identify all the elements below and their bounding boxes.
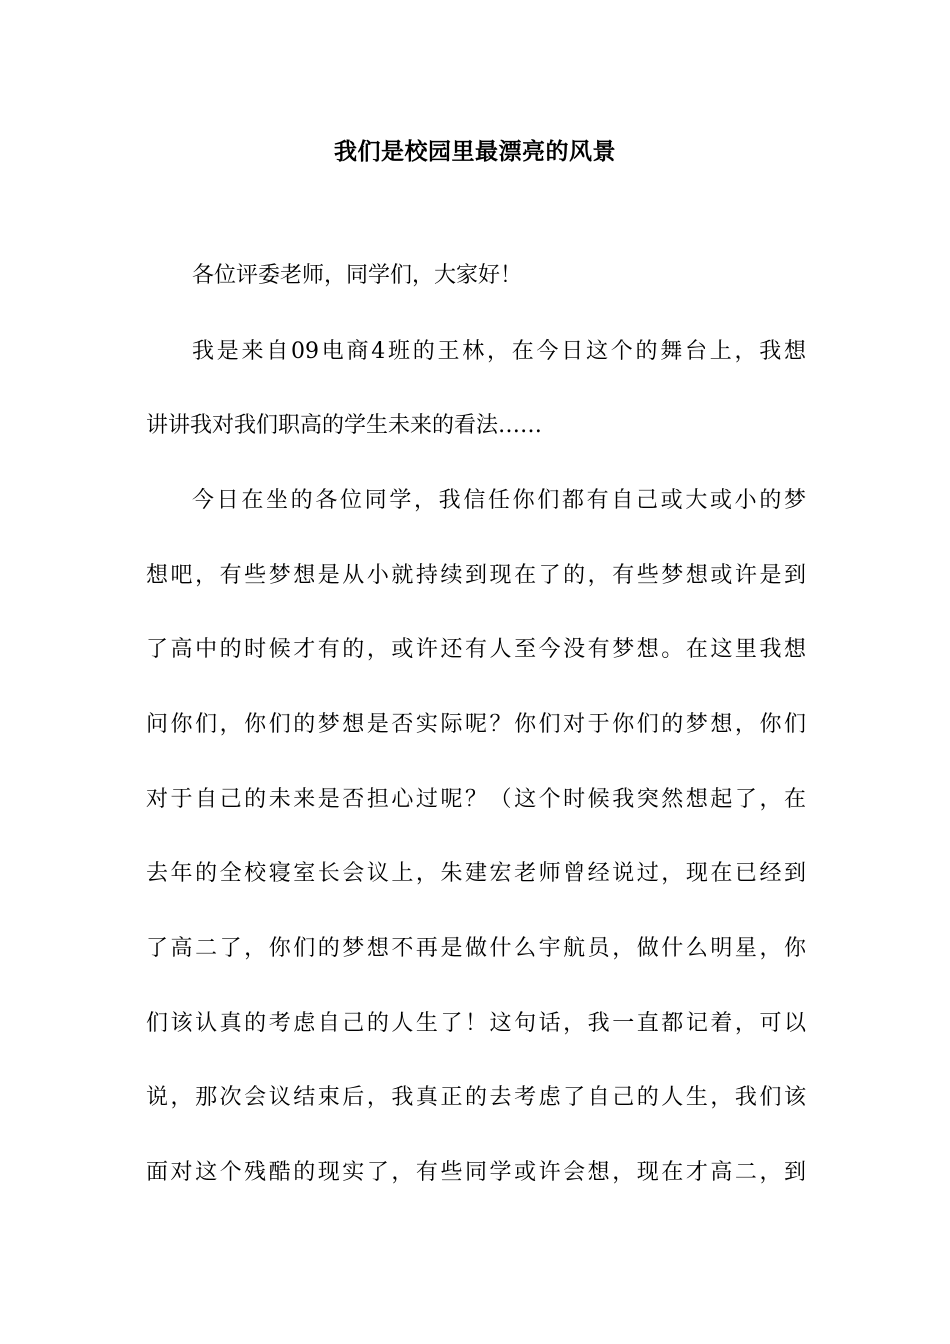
text-line: 面对这个残酷的现实了，有些同学或许会想，现在才高二，到 xyxy=(146,1160,806,1185)
text-line: 问你们，你们的梦想是否实际呢？你们对于你们的梦想，你们 xyxy=(146,712,806,737)
text-line-greeting: 各位评委老师，同学们，大家好！ xyxy=(192,263,523,288)
text-line: 想吧，有些梦想是从小就持续到现在了的，有些梦想或许是到 xyxy=(146,563,806,588)
text-line: 我是来自09电商4班的王林，在今日这个的舞台上，我想 xyxy=(192,339,806,364)
text-line: 们该认真的考虑自己的人生了！这句话，我一直都记着，可以 xyxy=(146,1011,806,1036)
text-line: 去年的全校寝室长会议上，朱建宏老师曾经说过，现在已经到 xyxy=(146,861,806,886)
text-line: 对于自己的未来是否担心过呢？（这个时候我突然想起了，在 xyxy=(146,787,806,812)
text-line: 说，那次会议结束后，我真正的去考虑了自己的人生，我们该 xyxy=(146,1085,806,1110)
text-line: 了高二了，你们的梦想不再是做什么宇航员，做什么明星，你 xyxy=(146,936,806,961)
document-title: 我们是校园里最漂亮的风景 xyxy=(334,138,616,165)
text-line: 了高中的时候才有的，或许还有人至今没有梦想。在这里我想 xyxy=(146,637,806,662)
text-line: 讲讲我对我们职高的学生未来的看法…… xyxy=(146,413,543,438)
text-line: 今日在坐的各位同学，我信任你们都有自己或大或小的梦 xyxy=(192,488,806,513)
